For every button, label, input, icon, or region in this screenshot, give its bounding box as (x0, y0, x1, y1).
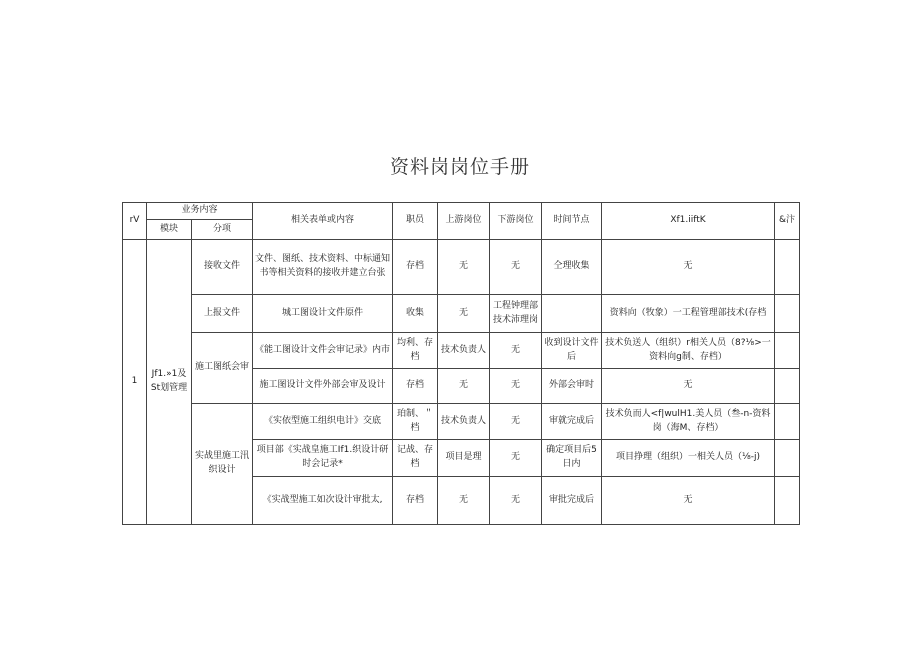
downstream-cell: 工程钟理部技术沛理岗 (490, 295, 542, 333)
header-upstream: 上游岗位 (438, 203, 490, 240)
upstream-cell: 无 (438, 240, 490, 295)
header-time-node: 时间节点 (542, 203, 602, 240)
subitem-report: 上报文件 (192, 295, 253, 333)
role-cell: 收集 (393, 295, 438, 333)
extra-cell (775, 440, 800, 477)
extra-cell (775, 295, 800, 333)
downstream-cell: 无 (490, 404, 542, 440)
downstream-cell: 无 (490, 240, 542, 295)
extra-cell (775, 404, 800, 440)
forms-cell: 《实依型施工组织电计》交底 (253, 404, 393, 440)
downstream-cell: 无 (490, 369, 542, 404)
subitem-construction-design: 实战里施工汛织设计 (192, 404, 253, 525)
role-cell: 均利、存档 (393, 333, 438, 369)
notes-cell: 技术负而人<f|wulH1.美人员（叁-n-资料岗（海M、存档） (602, 404, 775, 440)
upstream-cell: 技术负责人 (438, 404, 490, 440)
header-role: 职员 (393, 203, 438, 240)
notes-cell: 资料向（牧象）一工程管理部技术(存档 (602, 295, 775, 333)
downstream-cell: 无 (490, 333, 542, 369)
role-cell: 存档 (393, 240, 438, 295)
extra-cell (775, 240, 800, 295)
forms-cell: 文件、图纸、技术资料、中标通知书等相关资料的接收并建立台张 (253, 240, 393, 295)
header-forms: 相关表单或内容 (253, 203, 393, 240)
header-col9: Xf1.iiftK (602, 203, 775, 240)
time-cell: 审就完成后 (542, 404, 602, 440)
upstream-cell: 技术负责人 (438, 333, 490, 369)
notes-cell: 无 (602, 477, 775, 525)
time-cell: 外部会审时 (542, 369, 602, 404)
forms-cell: 施工图设计文件外部会审及设计 (253, 369, 393, 404)
row-index: 1 (123, 240, 147, 525)
header-downstream: 下游岗位 (490, 203, 542, 240)
notes-cell: 项目挣理（组织）一相关人员（⅛-j) (602, 440, 775, 477)
upstream-cell: 无 (438, 477, 490, 525)
time-cell: 仝理收集 (542, 240, 602, 295)
time-cell: 收到设计文件后 (542, 333, 602, 369)
role-cell: 记战、存档 (393, 440, 438, 477)
extra-cell (775, 477, 800, 525)
time-cell (542, 295, 602, 333)
notes-cell: 无 (602, 240, 775, 295)
header-subitem: 分项 (192, 220, 253, 240)
module-line-2: St划管理 (150, 383, 188, 393)
module-cell (147, 240, 192, 525)
time-cell: 确定项目后5日内 (542, 440, 602, 477)
extra-cell (775, 369, 800, 404)
downstream-cell: 无 (490, 477, 542, 525)
time-cell: 审批完成后 (542, 477, 602, 525)
module-line-1: Jf1.»1及 (151, 369, 187, 380)
notes-cell: 技术负送人（组织）r相关人员（8?⅛>一资料向g制、存档） (602, 333, 775, 369)
page-title: 资料岗岗位手册 (389, 156, 530, 178)
header-col10: &汴 (775, 203, 800, 240)
role-cell: 珀制、＂档 (393, 404, 438, 440)
forms-cell: 《能工图设计文件会审记录》内市 (253, 333, 393, 369)
subitem-drawing-review: 施工图纸会审 (192, 333, 253, 404)
forms-cell: 城工图设计文件原件 (253, 295, 393, 333)
job-manual-table (122, 202, 800, 525)
forms-cell: 项目部《实战皇施工If1.织设计研时会记录* (253, 440, 393, 477)
forms-cell: 《实战型施工如次设计审批太, (253, 477, 393, 525)
header-index: rV (123, 203, 147, 240)
extra-cell (775, 333, 800, 369)
subitem-receive: 接收文件 (192, 240, 253, 295)
downstream-cell: 无 (490, 440, 542, 477)
header-module: 模块 (147, 220, 192, 240)
role-cell: 存档 (393, 477, 438, 525)
header-business-content: 业务内容 (147, 203, 253, 220)
notes-cell: 无 (602, 369, 775, 404)
upstream-cell: 项目是理 (438, 440, 490, 477)
upstream-cell: 无 (438, 295, 490, 333)
role-cell: 存档 (393, 369, 438, 404)
upstream-cell: 无 (438, 369, 490, 404)
